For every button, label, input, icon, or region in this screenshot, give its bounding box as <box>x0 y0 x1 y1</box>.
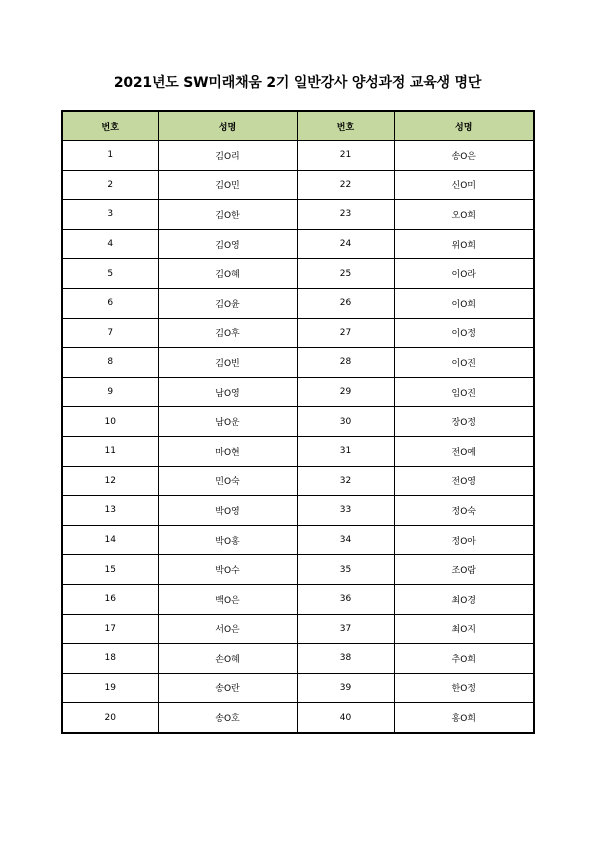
row-number-right: 39 <box>297 673 394 703</box>
row-number-right: 35 <box>297 555 394 585</box>
row-name-left: 김O혜 <box>158 259 297 289</box>
row-number-right: 30 <box>297 407 394 437</box>
row-name-left: 김O민 <box>158 170 297 200</box>
row-number-right: 22 <box>297 170 394 200</box>
row-name-left: 김O한 <box>158 200 297 230</box>
row-number-right: 38 <box>297 644 394 674</box>
table-row <box>62 348 534 378</box>
row-number-left: 3 <box>62 200 158 230</box>
row-number-right: 32 <box>297 466 394 496</box>
row-number-right: 37 <box>297 614 394 644</box>
header-number-right: 번호 <box>297 111 394 141</box>
table-row <box>62 555 534 585</box>
table-row <box>62 466 534 496</box>
roster-table <box>61 110 535 734</box>
table-row <box>62 584 534 614</box>
row-name-left: 김O리 <box>158 141 297 171</box>
row-name-left: 손O혜 <box>158 644 297 674</box>
table-header-row <box>62 111 534 141</box>
row-number-right: 25 <box>297 259 394 289</box>
row-name-left: 백O은 <box>158 584 297 614</box>
row-number-left: 10 <box>62 407 158 437</box>
row-number-left: 5 <box>62 259 158 289</box>
row-name-right: 홍O희 <box>394 703 534 733</box>
row-name-right: 장O정 <box>394 407 534 437</box>
row-number-left: 16 <box>62 584 158 614</box>
table-row <box>62 377 534 407</box>
row-name-left: 박O홍 <box>158 525 297 555</box>
table-row <box>62 200 534 230</box>
row-number-right: 40 <box>297 703 394 733</box>
table-row <box>62 614 534 644</box>
table-row <box>62 436 534 466</box>
row-name-left: 민O숙 <box>158 466 297 496</box>
row-name-left: 송O란 <box>158 673 297 703</box>
row-name-right: 최O경 <box>394 584 534 614</box>
row-name-right: 임O진 <box>394 377 534 407</box>
row-name-right: 오O희 <box>394 200 534 230</box>
row-name-right: 송O은 <box>394 141 534 171</box>
row-number-left: 7 <box>62 318 158 348</box>
table-row <box>62 141 534 171</box>
row-name-right: 조O람 <box>394 555 534 585</box>
row-number-left: 19 <box>62 673 158 703</box>
row-name-left: 박O수 <box>158 555 297 585</box>
row-number-left: 18 <box>62 644 158 674</box>
row-name-left: 김O후 <box>158 318 297 348</box>
row-number-right: 23 <box>297 200 394 230</box>
row-number-right: 26 <box>297 288 394 318</box>
row-number-left: 2 <box>62 170 158 200</box>
table-row <box>62 496 534 526</box>
row-name-right: 이O정 <box>394 318 534 348</box>
row-name-left: 김O윤 <box>158 288 297 318</box>
row-name-right: 이O희 <box>394 288 534 318</box>
table-row <box>62 318 534 348</box>
row-number-right: 21 <box>297 141 394 171</box>
document-title: 2021년도 SW미래채움 2기 일반강사 양성과정 교육생 명단 <box>113 75 482 91</box>
row-number-left: 1 <box>62 141 158 171</box>
table-row <box>62 673 534 703</box>
row-name-right: 최O지 <box>394 614 534 644</box>
row-name-right: 정O아 <box>394 525 534 555</box>
row-name-left: 박O영 <box>158 496 297 526</box>
row-number-right: 27 <box>297 318 394 348</box>
row-number-right: 33 <box>297 496 394 526</box>
row-name-right: 한O정 <box>394 673 534 703</box>
row-number-right: 28 <box>297 348 394 378</box>
row-name-left: 서O은 <box>158 614 297 644</box>
row-number-left: 12 <box>62 466 158 496</box>
table-row <box>62 288 534 318</box>
row-number-left: 11 <box>62 436 158 466</box>
row-number-right: 29 <box>297 377 394 407</box>
row-name-right: 추O희 <box>394 644 534 674</box>
header-name-left: 성명 <box>158 111 297 141</box>
table-row <box>62 525 534 555</box>
row-number-left: 13 <box>62 496 158 526</box>
row-number-left: 20 <box>62 703 158 733</box>
row-number-right: 24 <box>297 229 394 259</box>
row-number-left: 17 <box>62 614 158 644</box>
row-name-left: 송O호 <box>158 703 297 733</box>
row-number-left: 4 <box>62 229 158 259</box>
row-name-left: 마O현 <box>158 436 297 466</box>
row-number-left: 15 <box>62 555 158 585</box>
header-number-left: 번호 <box>62 111 158 141</box>
row-number-right: 31 <box>297 436 394 466</box>
row-number-left: 14 <box>62 525 158 555</box>
row-number-left: 9 <box>62 377 158 407</box>
row-name-right: 전O예 <box>394 436 534 466</box>
row-name-right: 신O미 <box>394 170 534 200</box>
row-name-left: 김O영 <box>158 229 297 259</box>
row-name-right: 정O숙 <box>394 496 534 526</box>
row-name-right: 위O희 <box>394 229 534 259</box>
row-name-right: 이O라 <box>394 259 534 289</box>
header-name-right: 성명 <box>394 111 534 141</box>
row-name-left: 김O빈 <box>158 348 297 378</box>
table-body <box>62 141 534 733</box>
table-row <box>62 703 534 733</box>
table-row <box>62 170 534 200</box>
row-name-right: 전O영 <box>394 466 534 496</box>
table-row <box>62 407 534 437</box>
row-name-left: 남O영 <box>158 377 297 407</box>
row-number-left: 8 <box>62 348 158 378</box>
table-row <box>62 644 534 674</box>
row-number-left: 6 <box>62 288 158 318</box>
row-name-left: 남O운 <box>158 407 297 437</box>
table-row <box>62 259 534 289</box>
row-number-right: 34 <box>297 525 394 555</box>
row-number-right: 36 <box>297 584 394 614</box>
table-row <box>62 229 534 259</box>
row-name-right: 이O진 <box>394 348 534 378</box>
